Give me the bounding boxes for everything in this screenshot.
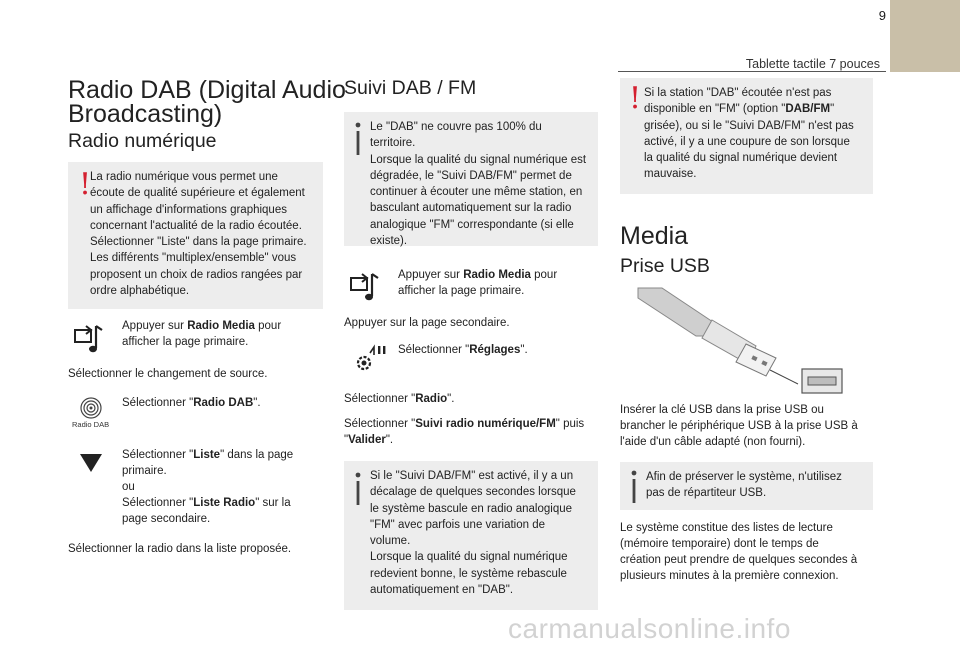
warning-icon: ! xyxy=(628,81,642,116)
usb-line: Insérer la clé USB dans la prise USB ou xyxy=(620,404,824,416)
usb-line: brancher le périphérique USB à la prise USB à xyxy=(620,420,858,432)
radio-media-icon xyxy=(74,322,104,354)
info-line: Lorsque la qualité du signal numérique xyxy=(370,551,568,564)
warning-line: mauvaise. xyxy=(644,168,697,181)
info-icon xyxy=(353,472,367,506)
radio-media-icon xyxy=(350,270,380,302)
info-line: continuer à écouter une même station, en xyxy=(370,186,583,199)
warning-line: Si la station "DAB" écoutée n'est pas xyxy=(644,87,832,99)
header-divider xyxy=(618,71,886,72)
playlist-line: plusieurs minutes à la première connexion. xyxy=(620,570,839,582)
info-line: Afin de préserver le système, n'utilisez xyxy=(646,471,842,483)
radio-numerique-warning-box xyxy=(68,162,323,309)
usb-line: l'aide d'un câble adapté (non fourni). xyxy=(620,436,806,448)
media-title: Media xyxy=(620,222,689,250)
settings-gear-icon xyxy=(354,343,388,373)
warning-text xyxy=(90,169,315,299)
header-section-title: Tablette tactile 7 pouces xyxy=(745,57,880,71)
radio-dab-title-line2: Broadcasting) xyxy=(68,100,223,128)
usb-plug-illustration xyxy=(636,284,848,396)
warning-line: activé, il y a une coupure de son lorsque xyxy=(644,135,850,148)
col2-step-reglages: Sélectionner "Réglages". xyxy=(398,344,528,356)
info-line: basculant automatiquement sur la radio xyxy=(370,202,572,215)
usb-insert-text xyxy=(620,402,858,450)
warning-line: grisée), ou si le "Suivi DAB/FM" n'est pas xyxy=(644,119,854,132)
warning-line: Sélectionner "Liste" dans la page primaire. xyxy=(90,236,307,249)
prise-usb-subtitle: Prise USB xyxy=(620,255,710,277)
triangle-down-icon xyxy=(79,453,103,473)
watermark: carmanualsonline.info xyxy=(508,613,791,644)
usb-hub-info-box xyxy=(620,462,873,510)
info-line: Si le "Suivi DAB/FM" est activé, il y a un xyxy=(370,470,574,482)
dab-unavailable-warning-box xyxy=(620,78,873,194)
dab-unavailable-text xyxy=(644,85,865,183)
col1-step-liste: Sélectionner "Liste" dans la page primaire. ou Sélectionner "Liste Radio" sur la page secondaire. xyxy=(122,449,294,525)
info-line: redevient bonne, le système rebascule xyxy=(370,567,567,580)
corner-tab xyxy=(890,0,960,72)
warning-line: disponible en "FM" (option "DAB/FM" xyxy=(644,103,835,116)
playlist-line: (mémoire temporaire) dont le temps de xyxy=(620,538,819,550)
warning-line: concernant l'actualité de la radio écoutée. xyxy=(90,219,302,232)
warning-line: la qualité du signal numérique devient xyxy=(644,152,838,165)
select-radio-text: Sélectionner "Radio". xyxy=(344,393,455,405)
playlist-line: Le système constitue des listes de lecture xyxy=(620,522,833,534)
warning-line: un affichage d'informations graphiques xyxy=(90,203,287,216)
warning-line: La radio numérique vous permet une xyxy=(90,171,278,183)
info-line: pas de répartiteur USB. xyxy=(646,487,767,500)
suivi-delay-info-text xyxy=(370,468,590,598)
radio-numerique-subtitle: Radio numérique xyxy=(68,130,217,152)
suivi-dab-fm-title: Suivi DAB / FM xyxy=(344,77,477,99)
col1-step-radio-media: Appuyer sur Radio Media pour afficher la page primaire. xyxy=(122,320,282,348)
radio-dab-title-line1: Radio DAB (Digital Audio xyxy=(68,76,346,104)
radio-dab-icon xyxy=(80,397,102,419)
info-icon xyxy=(629,470,643,504)
info-line: existe). xyxy=(370,235,408,248)
info-line: volume. xyxy=(370,535,411,548)
info-line: le système bascule en radio analogique xyxy=(370,502,573,515)
info-icon xyxy=(353,122,367,156)
warning-line: écoute de qualité supérieure et également xyxy=(90,187,305,200)
warning-line: Les différents "multiplex/ensemble" vous xyxy=(90,252,297,265)
info-line: Lorsque la qualité du signal numérique est xyxy=(370,153,587,166)
info-line: "FM" avec parfois une variation de xyxy=(370,518,545,531)
warning-icon: ! xyxy=(78,167,92,202)
usb-hub-info-text xyxy=(646,469,865,502)
suivi-info-box xyxy=(344,112,598,246)
info-line: automatiquement en "DAB". xyxy=(370,584,514,597)
page-number: 9 xyxy=(878,8,886,23)
info-line: dégradée, le "Suivi DAB/FM" permet de xyxy=(370,169,572,182)
info-line: Le "DAB" ne couvre pas 100% du xyxy=(370,121,542,133)
select-source-text: Sélectionner le changement de source. xyxy=(68,368,268,380)
info-line: analogique "FM" correspondante (si elle xyxy=(370,218,574,231)
info-line: territoire. xyxy=(370,137,416,150)
playlist-line: création peut prendre de quelques secondes à xyxy=(620,554,858,566)
suivi-info-text xyxy=(370,119,590,249)
select-suivi-text: Sélectionner "Suivi radio numérique/FM" puis "Valider". xyxy=(344,418,585,446)
col1-step-radio-dab: Sélectionner "Radio DAB". xyxy=(122,397,261,409)
warning-line: proposent un choix de radios rangées par xyxy=(90,268,303,281)
radio-dab-title xyxy=(68,78,346,126)
info-line: décalage de quelques secondes lorsque xyxy=(370,486,576,499)
warning-line: ordre alphabétique. xyxy=(90,285,190,298)
select-station-text: Sélectionner la radio dans la liste proposée. xyxy=(68,543,292,555)
radio-dab-icon-label: Radio DAB xyxy=(72,420,110,429)
secondary-page-text: Appuyer sur la page secondaire. xyxy=(344,317,510,329)
col2-step-radio-media: Appuyer sur Radio Media pour afficher la page primaire. xyxy=(398,269,558,297)
playlist-text xyxy=(620,520,857,584)
suivi-delay-info-box xyxy=(344,461,598,610)
